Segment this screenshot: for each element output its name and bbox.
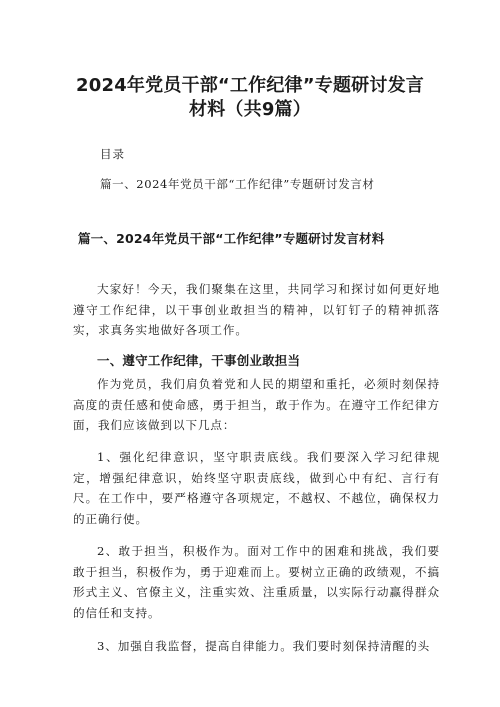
paragraph-point-1: 1、强化纪律意识，坚守职责底线。我们要深入学习纪律规定，增强纪律意识，始终坚守职责底线，做到心中有纪、言行有尺。在工作中，要严格遵守各项规定，不越权、不越位，确保权力的正确行使。 <box>73 450 440 526</box>
sub-heading: 一、遵守工作纪律，干事创业敢担当 <box>97 353 301 368</box>
title-line-1: 2024年党员干部“工作纪律”专题研讨发言 <box>76 75 424 96</box>
paragraph-overview: 作为党员，我们肩负着党和人民的期望和重托，必须时刻保持高度的责任感和使命感，勇于担当，敢于作为。在遵守工作纪律方面，我们应该做到以下几点： <box>73 377 440 432</box>
toc-heading: 目录 <box>100 147 125 161</box>
paragraph-point-3: 3、加强自我监督，提高自律能力。我们要时刻保持清醒的头 <box>97 639 431 653</box>
document-title <box>60 74 440 122</box>
title-line-2: 材料（共9篇） <box>189 99 311 120</box>
toc-item[interactable]: 篇一、2024年党员干部“工作纪律”专题研讨发言材 <box>100 177 375 191</box>
paragraph-intro: 大家好！今天，我们聚集在这里，共同学习和探讨如何更好地遵守工作纪律，以干事创业敢担当的精神，以钉钉子的精神抓落实，求真务实地做好各项工作。 <box>73 282 440 337</box>
paragraph-point-2: 2、敢于担当，积极作为。面对工作中的困难和挑战，我们要敢于担当，积极作为，勇于迎难而上。要树立正确的政绩观，不搞形式主义、官僚主义，注重实效、注重质量，以实际行动赢得群众的信任和支持。 <box>73 544 440 620</box>
section-heading: 篇一、2024年党员干部“工作纪律”专题研讨发言材料 <box>78 231 385 246</box>
